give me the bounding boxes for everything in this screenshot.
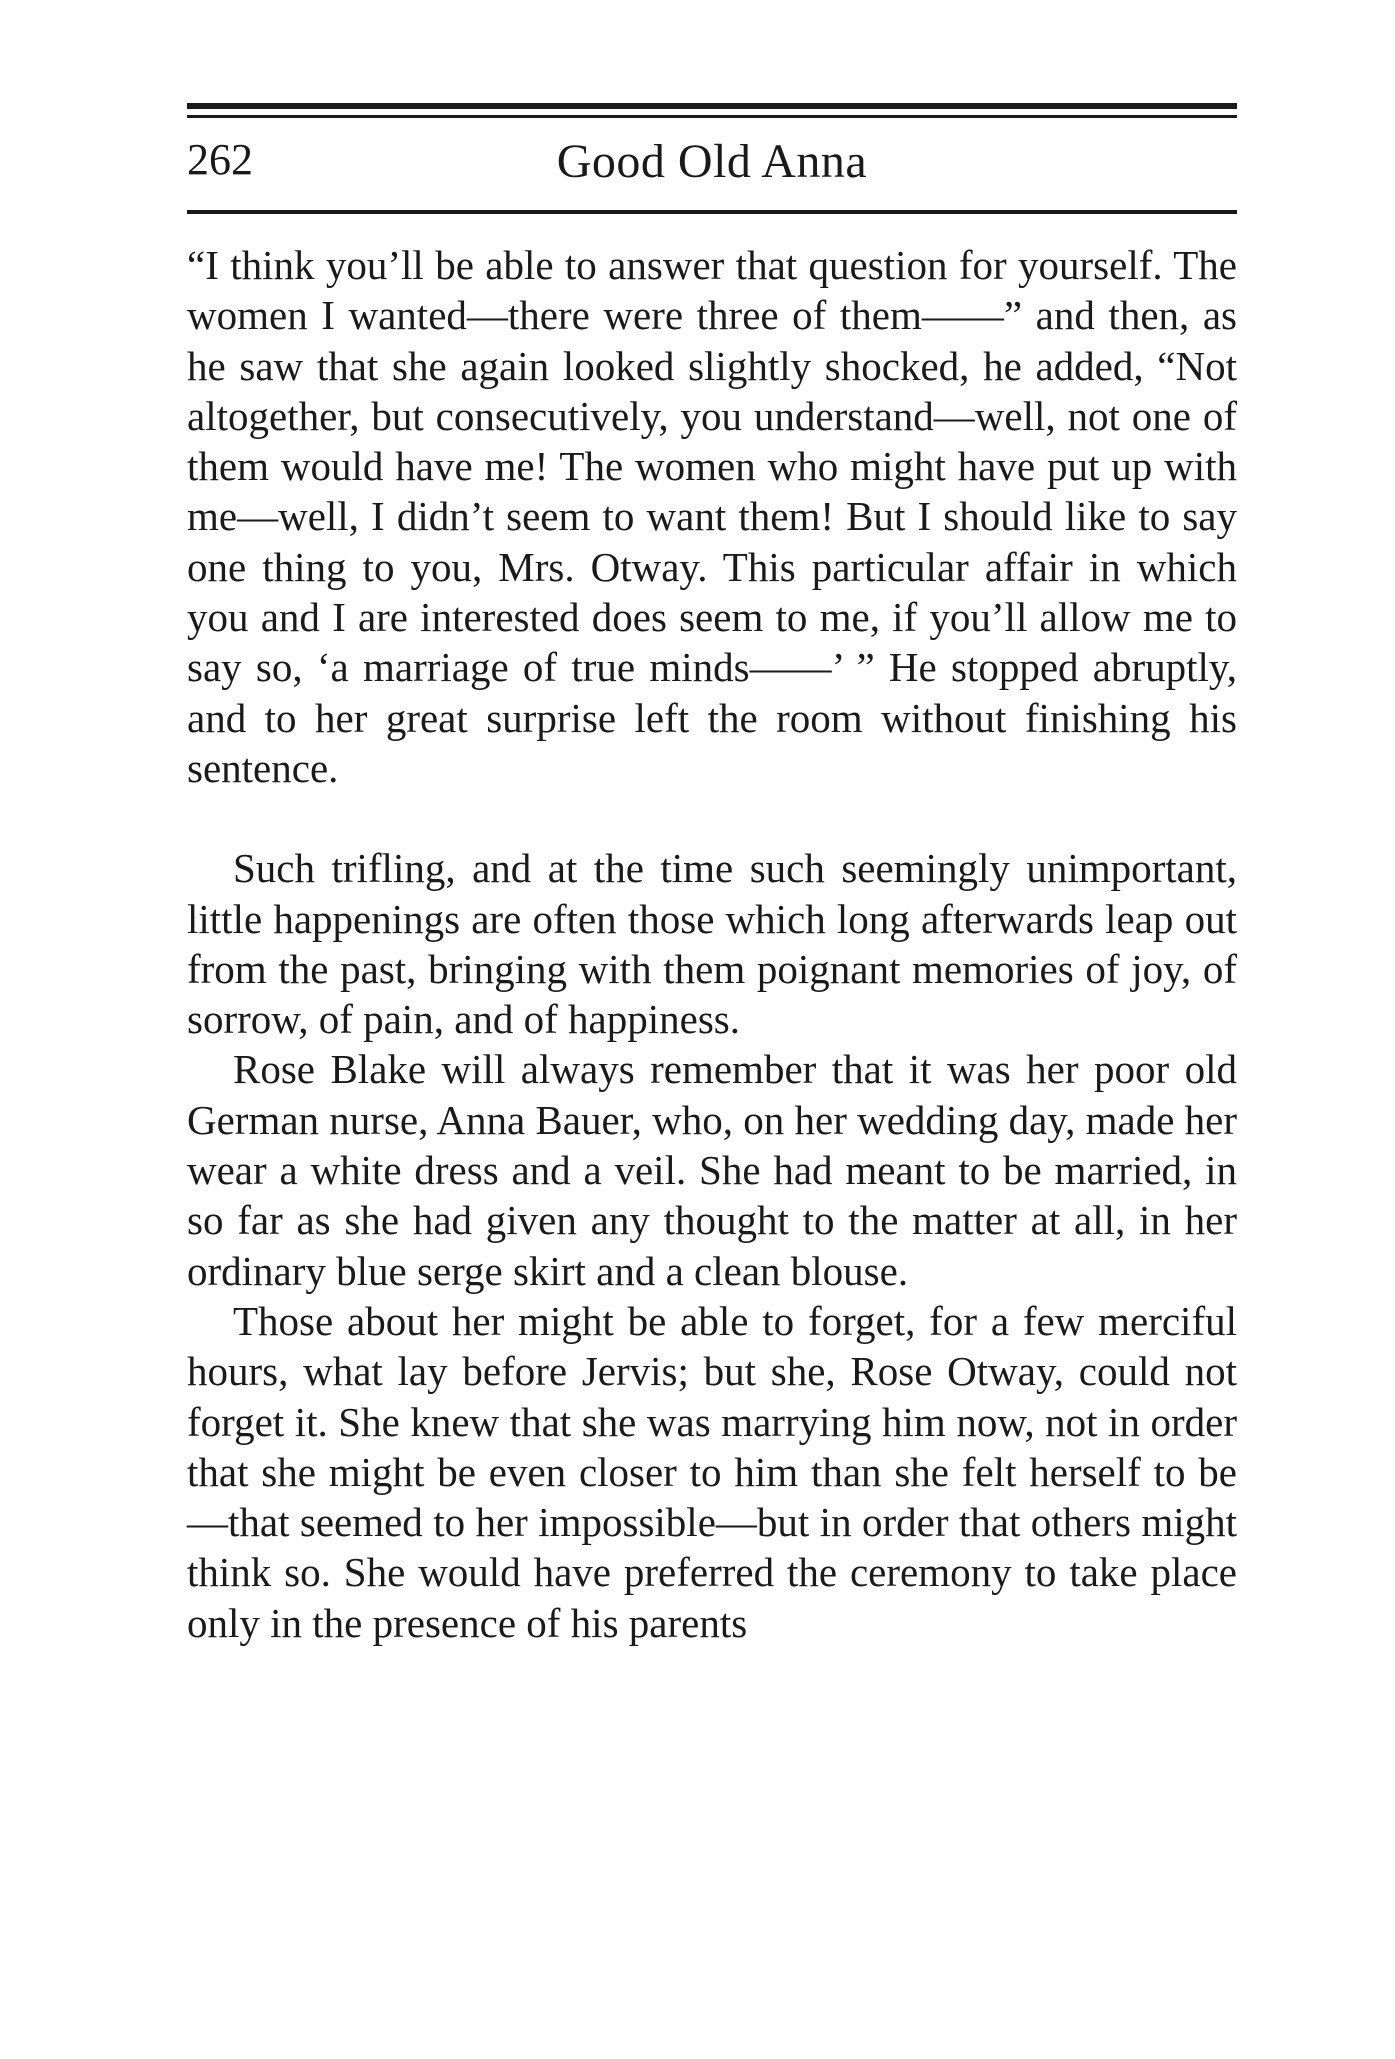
paragraph: Those about her might be able to forget, for a few merciful hours, what lay before Jervis; but she, Rose Otway, could not forget it. She knew that she was marrying him now, not in order that she might be even closer to him than she felt herself to be—that seemed to her impossible—but in order that others might think so. She would have preferred the ceremony to take place only in the presence of his parents [187, 1297, 1237, 1646]
header-rule-top [187, 103, 1237, 109]
section-break [187, 793, 1237, 843]
page-number: 262 [187, 135, 253, 184]
running-head [187, 130, 1237, 200]
paragraph: Rose Blake will always remember that it was her poor old German nurse, Anna Bauer, who, on her wedding day, made her wear a white dress and a veil. She had meant to be married, in so far as she had given any thought to the matter at all, in her ordinary blue serge skirt and a clean blouse. [187, 1046, 1237, 1294]
page-title: Good Old Anna [556, 135, 868, 188]
paragraph: “I think you’ll be able to answer that question for yourself. The women I wanted—there were three of them——” and then, as he saw that she again looked slightly shocked, he added, “Not altogether, but consecutively, you understand—well, not one of them would have me! The women who might have put up with me—well, I didn’t seem to want them! But I should like to say one thing to you, Mrs. Otway. This particular affair in which you and I are interested does seem to me, if you’ll allow me to say so, ‘a marriage of true minds——’ ” He stopped abruptly, and to her great surprise left the room without finishing his sentence. [187, 242, 1237, 791]
header-rule-top-thin [187, 115, 1237, 118]
body-text [187, 240, 1237, 1648]
header-rule-bottom [187, 210, 1237, 214]
paragraph: Such trifling, and at the time such seemingly unimportant, little happenings are often those which long afterwards leap out from the past, bringing with them poignant memories of joy, of sorrow, of pain, and of happiness. [187, 845, 1237, 1043]
